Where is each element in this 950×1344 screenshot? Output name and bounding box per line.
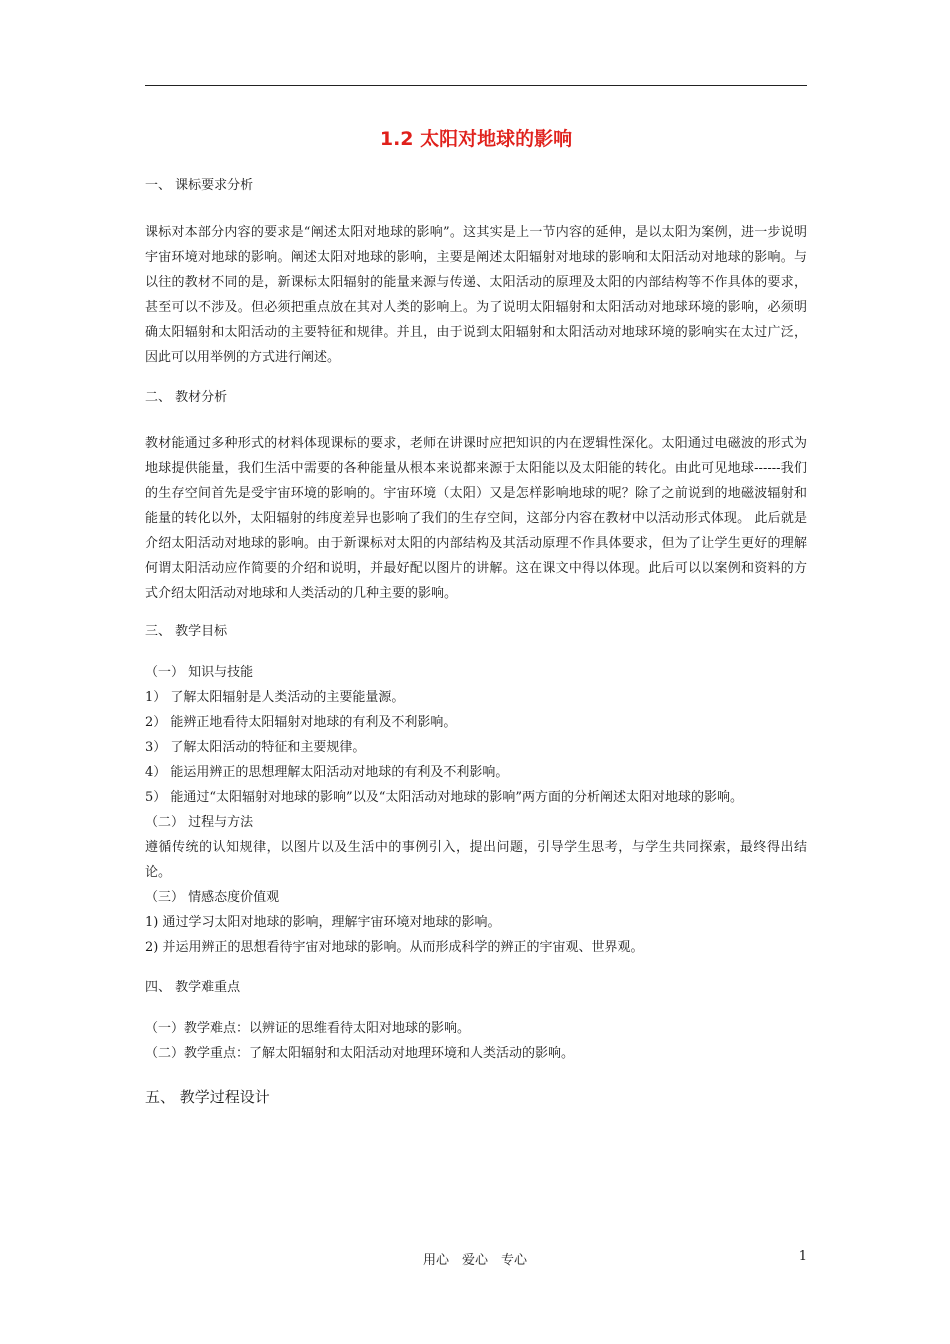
document-body [145, 126, 807, 1108]
subsection-heading: （一） 知识与技能 [145, 665, 254, 680]
document-title: 1.2 太阳对地球的影响 [379, 128, 573, 150]
list-item: 2） 能辨正地看待太阳辐射对地球的有利及不利影响。 [145, 715, 457, 730]
subsection-heading: （二） 过程与方法 [145, 815, 254, 830]
subsection-heading: （三） 情感态度价值观 [145, 890, 280, 905]
list-item: 3） 了解太阳活动的特征和主要规律。 [145, 740, 366, 755]
page-number: 1 [798, 1249, 807, 1264]
list-item: 2) 并运用辨正的思想看待宇宙对地球的影响。从而形成科学的辨正的宇宙观、世界观。 [145, 940, 644, 955]
section-1-body: 课标对本部分内容的要求是“阐述太阳对地球的影响”。这其实是上一节内容的延伸，是以太阳为案例，进一步说明宇宙环境对地球的影响。阐述太阳对地球的影响，主要是阐述太阳辐射对地球的影响和太阳活动对地球的影响。与以往的教材不同的是，新课标太阳辐射的能量来源与传递、太阳活动的原理及太阳的内部结构等不作具体的要求，甚至可以不涉及。但必须把重点放在其对人类的影响上。为了说明太阳辐射和太阳活动对地球环境的影响，必须明确太阳辐射和太阳活动的主要特征和规律。并且，由于说到太阳辐射和太阳活动对地球环境的影响实在太过广泛，因此可以用举例的方式进行阐述。 [145, 225, 807, 365]
subsection-body: 遵循传统的认知规律，以图片以及生活中的事例引入，提出问题，引导学生思考，与学生共同探索，最终得出结论。 [145, 840, 807, 880]
section-heading-4: 四、 教学难重点 [145, 980, 241, 995]
list-item: 1) 通过学习太阳对地球的影响，理解宇宙环境对地球的影响。 [145, 915, 501, 930]
section-heading-1: 一、 课标要求分析 [145, 178, 254, 193]
footer-motto: 用心 爱心 专心 [422, 1253, 527, 1268]
list-item: 5） 能通过“太阳辐射对地球的影响”以及“太阳活动对地球的影响”两方面的分析阐述太阳对地球的影响。 [145, 790, 743, 805]
list-item: 1） 了解太阳辐射是人类活动的主要能量源。 [145, 690, 405, 705]
section-heading-5: 五、 教学过程设计 [145, 1088, 270, 1106]
section-2-body: 教材能通过多种形式的材料体现课标的要求，老师在讲课时应把知识的内在逻辑性深化。太阳通过电磁波的形式为地球提供能量，我们生活中需要的各种能量从根本来说都来源于太阳能以及太阳能的转化。由此可见地球------我们的生存空间首先是受宇宙环境的影响的。宇宙环境（太阳）又是怎样影响地球的呢？除了之前说到的地磁波辐射和能量的转化以外，太阳辐射的纬度差异也影响了我们的生存空间，这部分内容在教材中以活动形式体现。 此后就是介绍太阳活动对地球的影响。由于新课标对太阳的内部结构及其活动原理不作具体要求，但为了让学生更好的理解何谓太阳活动应作简要的介绍和说明，并最好配以图片的讲解。这在课文中得以体现。此后可以以案例和资料的方式介绍太阳活动对地球和人类活动的几种主要的影响。 [145, 436, 807, 601]
section-heading-3: 三、 教学目标 [145, 624, 228, 639]
list-item: （一）教学难点：以辨证的思维看待太阳对地球的影响。 [145, 1021, 471, 1036]
list-item: （二）教学重点：了解太阳辐射和太阳活动对地理环境和人类活动的影响。 [145, 1046, 575, 1061]
list-item: 4） 能运用辨正的思想理解太阳活动对地球的有利及不利影响。 [145, 765, 509, 780]
header-rule [145, 85, 807, 86]
section-heading-2: 二、 教材分析 [145, 390, 228, 405]
